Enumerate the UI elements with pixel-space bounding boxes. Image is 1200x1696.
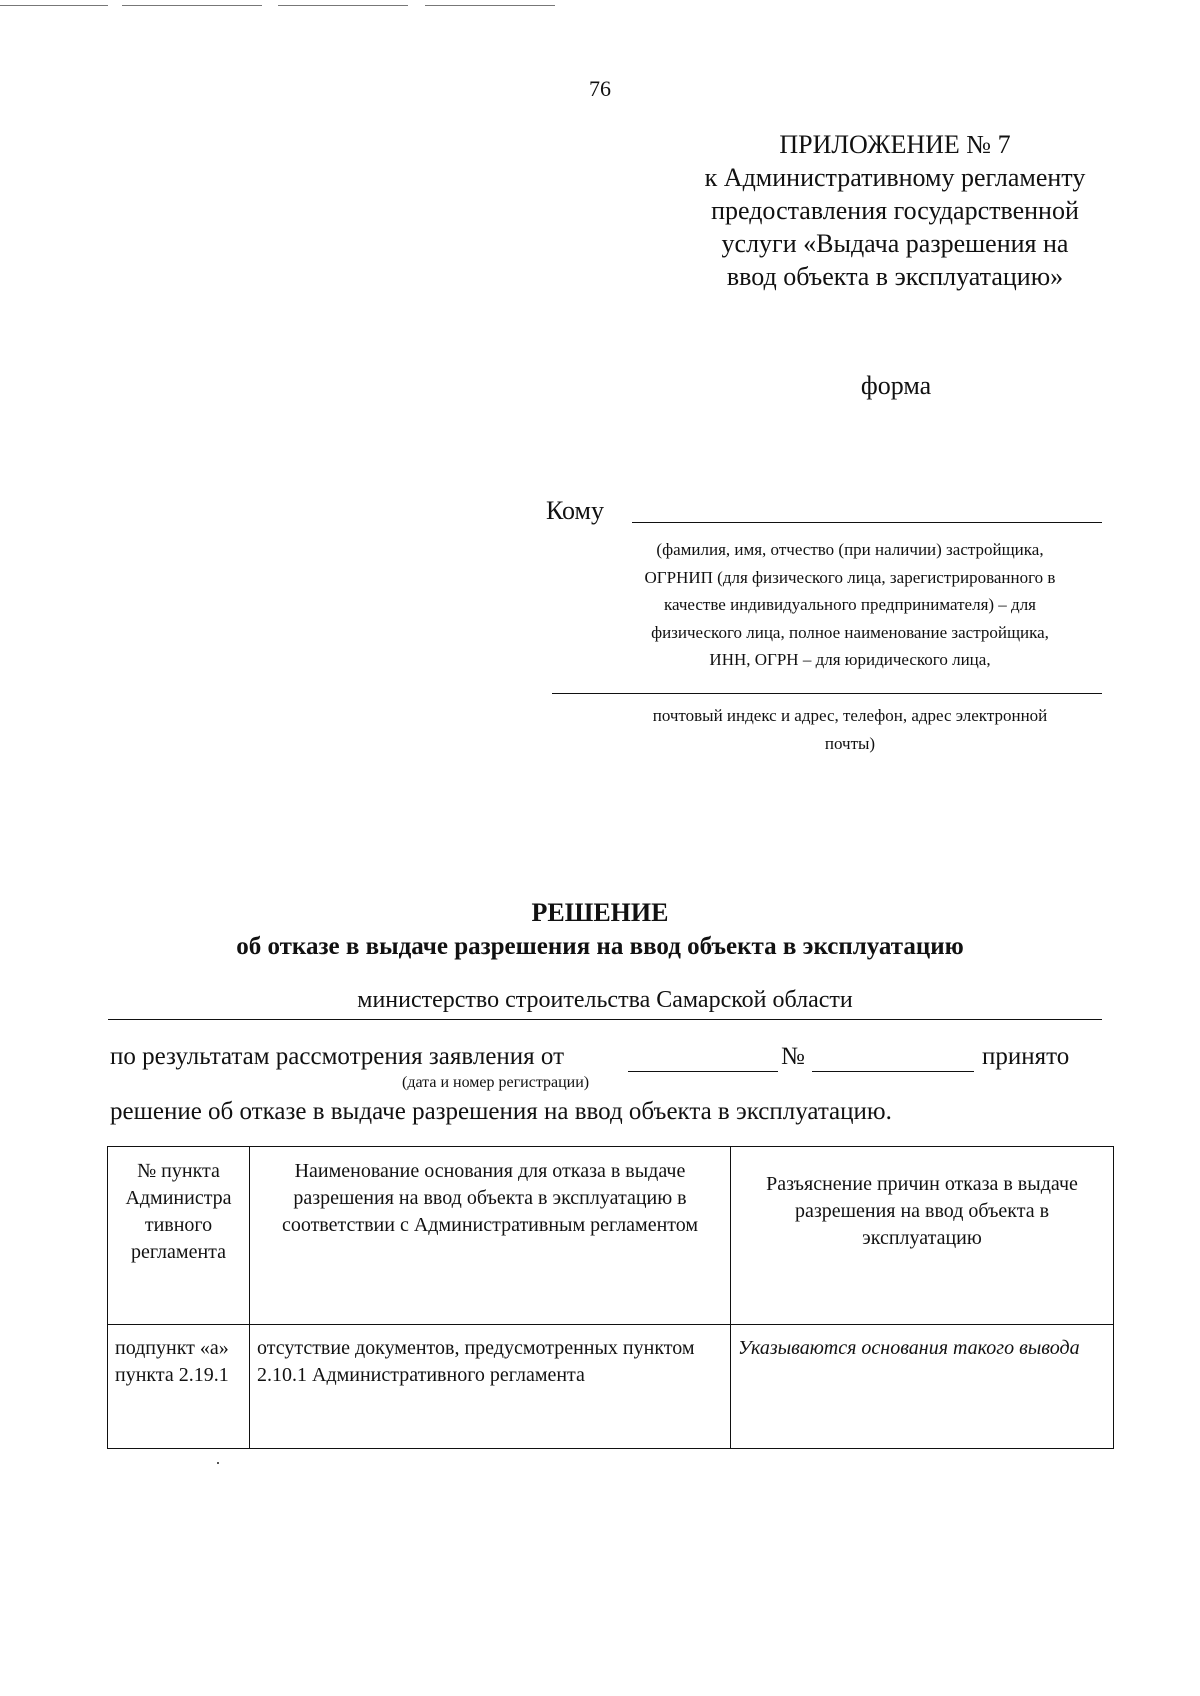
application-date-field[interactable]: [628, 1071, 778, 1072]
refusal-reasons-table: [107, 1146, 1114, 1449]
cell-refusal-ground: отсутствие документов, предусмотренных пунктом 2.10.1 Административного регламента: [250, 1325, 731, 1449]
registration-hint: (дата и номер регистрации): [402, 1074, 590, 1091]
addressee-hint-line: ИНН, ОГРН – для юридического лица,: [709, 650, 991, 669]
annex-line: к Административному регламенту: [704, 163, 1086, 192]
header-refusal-explanation: Разъяснение причин отказа в выдаче разрешения на ввод объекта в эксплуатацию: [731, 1147, 1114, 1325]
addressee-field-line[interactable]: [632, 522, 1102, 523]
address-hint-line: почты): [824, 733, 876, 753]
result-prefix: по результатам рассмотрения заявления от: [110, 1043, 565, 1070]
annex-line: ввод объекта в эксплуатацию»: [726, 262, 1064, 291]
decision-title: РЕШЕНИЕ: [531, 898, 669, 927]
scan-artifact-line: [0, 5, 108, 6]
decision-subtitle: об отказе в выдаче разрешения на ввод объекта в эксплуатацию: [236, 933, 964, 960]
addressee-label: Кому: [546, 496, 605, 525]
annex-line: услуги «Выдача разрешения на: [721, 229, 1069, 258]
scan-speck: [217, 1462, 219, 1464]
scan-artifact-line: [425, 5, 555, 6]
address-hint: [590, 702, 1110, 757]
number-sign: №: [781, 1043, 805, 1070]
page-number: 76: [589, 76, 611, 101]
table-row: [108, 1325, 1114, 1449]
addressee-hint-line: (фамилия, имя, отчество (при наличии) застройщика,: [656, 540, 1044, 559]
annex-line: предоставления государственной: [711, 196, 1079, 225]
table-header-row: [108, 1147, 1114, 1325]
scan-artifact-line: [122, 5, 262, 6]
application-number-field[interactable]: [812, 1071, 974, 1072]
ministry-underline: [108, 1019, 1102, 1020]
form-label: форма: [860, 371, 932, 400]
ministry-name: министерство строительства Самарской области: [357, 987, 853, 1013]
addressee-hint-line: ОГРНИП (для физического лица, зарегистрированного в: [644, 567, 1056, 587]
cell-refusal-explanation: Указываются основания такого вывода: [731, 1325, 1114, 1449]
address-hint-line: почтовый индекс и адрес, телефон, адрес электронной: [652, 706, 1048, 725]
scan-artifact-line: [278, 5, 408, 6]
address-field-line[interactable]: [552, 693, 1102, 694]
accepted-word: принято: [982, 1043, 1070, 1070]
header-clause-number: № пункта Администра тивного регламента: [108, 1147, 250, 1325]
header-refusal-ground: Наименование основания для отказа в выдаче разрешения на ввод объекта в эксплуатацию в соответствии с Административным регламентом: [250, 1147, 731, 1325]
cell-clause-number: подпункт «а» пункта 2.19.1: [108, 1325, 250, 1449]
decision-text: решение об отказе в выдаче разрешения на ввод объекта в эксплуатацию.: [110, 1098, 892, 1125]
annex-title: ПРИЛОЖЕНИЕ № 7: [779, 130, 1011, 159]
addressee-hint-line: физического лица, полное наименование застройщика,: [651, 622, 1049, 642]
addressee-hint: [590, 536, 1110, 674]
annex-header: [660, 128, 1130, 293]
addressee-hint-line: качестве индивидуального предпринимателя) – для: [664, 595, 1036, 614]
